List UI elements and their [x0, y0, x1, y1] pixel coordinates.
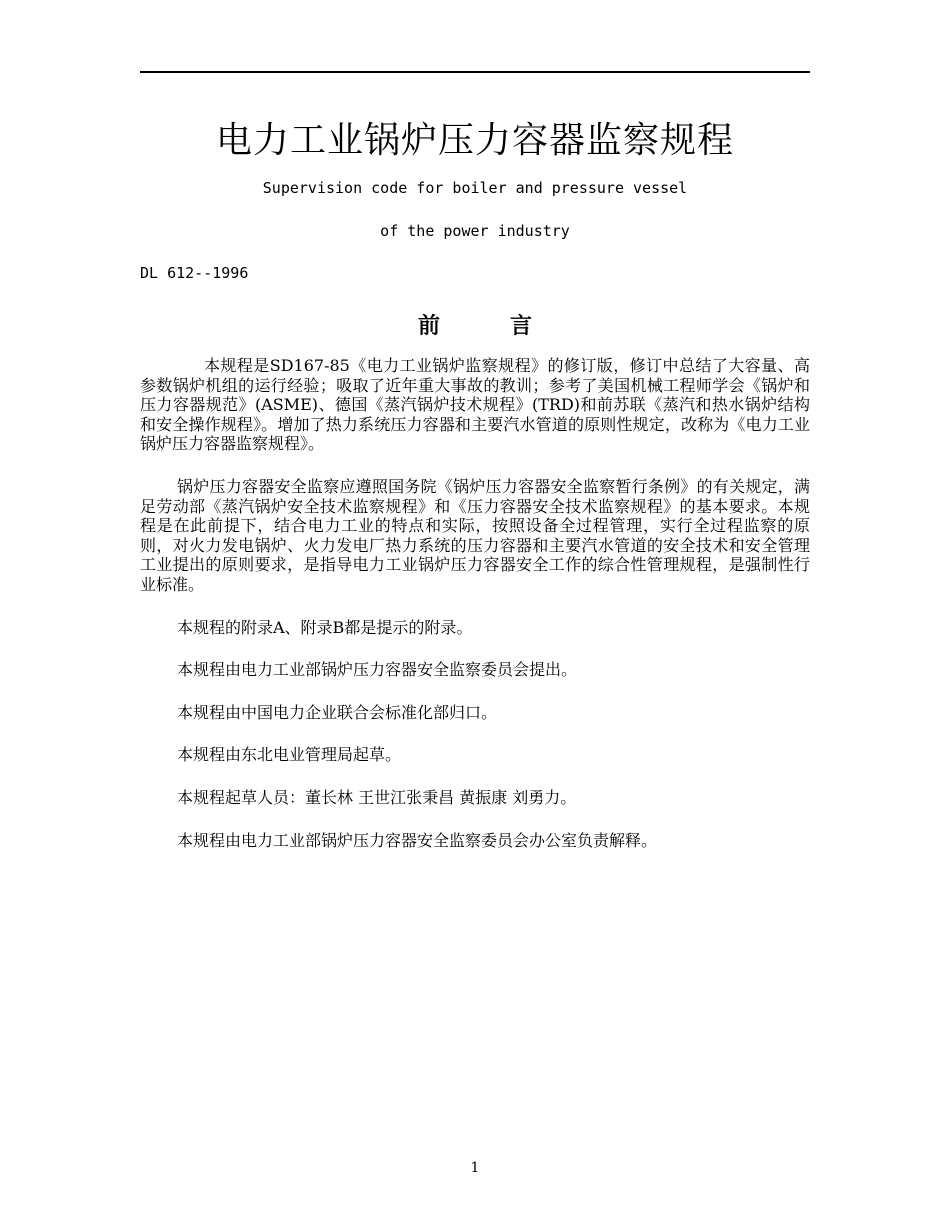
english-title-line-1: Supervision code for boiler and pressure vessel: [262, 179, 688, 197]
document-title: 电力工业锅炉压力容器监察规程: [215, 120, 734, 161]
paragraph: 本规程由中国电力企业联合会标准化部归口。: [177, 702, 498, 722]
english-title-line-2: of the power industry: [380, 222, 570, 240]
paragraph: 本规程由电力工业部锅炉压力容器安全监察委员会提出。: [177, 660, 578, 680]
page-number: 1: [470, 1160, 480, 1176]
paragraph: 本规程的附录A、附录B都是提示的附录。: [177, 617, 473, 637]
standard-number: DL 612--1996: [140, 264, 249, 282]
section-heading-preface: [140, 309, 810, 340]
paragraph: 本规程起草人员：董长林 王世江张秉昌 黄振康 刘勇力。: [177, 787, 577, 807]
preface-body: [140, 356, 810, 873]
heading-char-2: 言: [510, 313, 533, 339]
top-rule: [140, 71, 810, 73]
paragraph: 本规程由东北电业管理局起草。: [177, 745, 402, 765]
paragraph: 本规程是SD167-85《电力工业锅炉监察规程》的修订版，修订中总结了大容量、高参数锅炉机组的运行经验；吸取了近年重大事故的教训；参考了美国机械工程师学会《锅炉和压力容器规范》(ASME)、德国《蒸汽锅炉技术规程》(TRD)和前苏联《蒸汽和热水锅炉结构和安全操作规程》。增加了热力系统压力容器和主要汽水管道的原则性规定，改称为《电力工业锅炉压力容器监察规程》。: [140, 356, 810, 454]
paragraph: 锅炉压力容器安全监察应遵照国务院《锅炉压力容器安全监察暂行条例》的有关规定，满足劳动部《蒸汽锅炉安全技术监察规程》和《压力容器安全技术监察规程》的基本要求。本规程是在此前提下，结合电力工业的特点和实际，按照设备全过程管理，实行全过程监察的原则，对火力发电锅炉、火力发电厂热力系统的压力容器和主要汽水管道的安全技术和安全管理工业提出的原则要求，是指导电力工业锅炉压力容器安全工作的综合性管理规程，是强制性行业标准。: [140, 476, 810, 594]
paragraph: 本规程由电力工业部锅炉压力容器安全监察委员会办公室负责解释。: [177, 830, 658, 850]
heading-char-1: 前: [417, 313, 440, 339]
